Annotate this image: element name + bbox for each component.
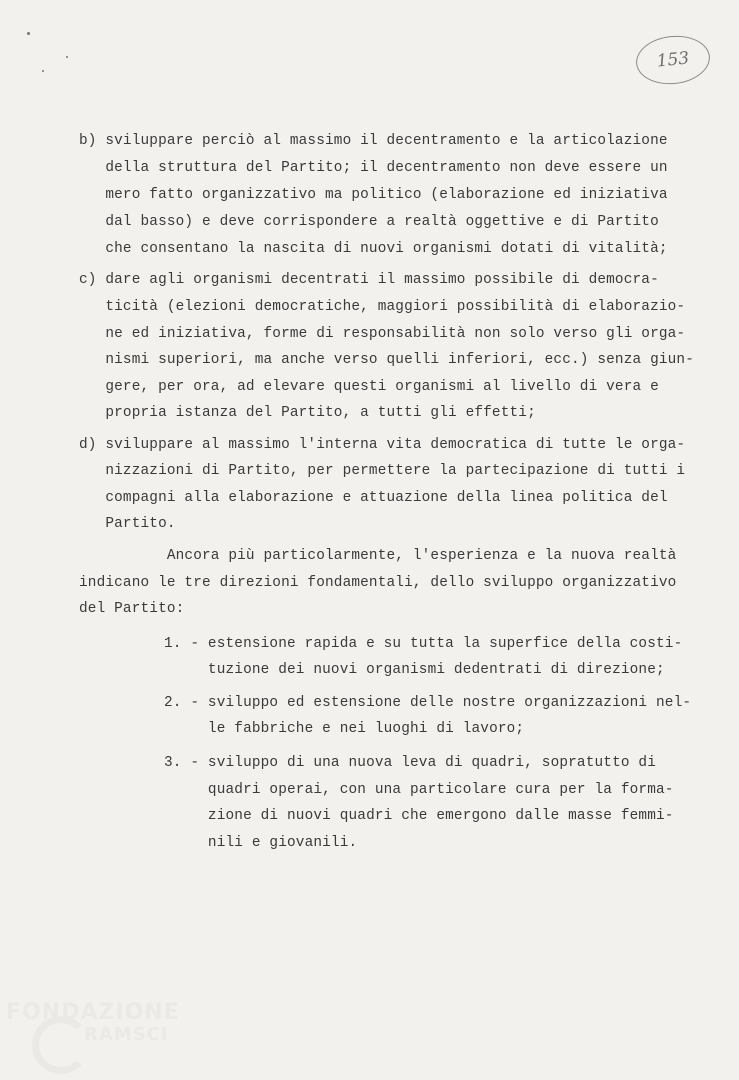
text-line: 3. - sviluppo di una nuova leva di quadri, sopratutto di <box>164 755 657 771</box>
text-line: nismi superiori, ma anche verso quelli inferiori, ecc.) senza giun- <box>79 352 695 368</box>
text-line: Ancora più particolarmente, l'esperienza e la nuova realtà <box>79 548 677 564</box>
text-line: c) dare agli organismi decentrati il massimo possibile di democra- <box>79 272 659 288</box>
text-line: ne ed iniziativa, forme di responsabilità non solo verso gli orga- <box>79 326 686 342</box>
text-line: mero fatto organizzativo ma politico (elaborazione ed iniziativa <box>79 187 668 203</box>
watermark-line-2: RAMSCI <box>84 1024 169 1045</box>
text-line: della struttura del Partito; il decentramento non deve essere un <box>79 160 668 176</box>
text-line: Partito. <box>79 516 176 532</box>
text-line: del Partito: <box>79 601 185 617</box>
text-line: gere, per ora, ad elevare questi organismi al livello di vera e <box>79 379 659 395</box>
ink-speck <box>42 70 44 72</box>
page-number-stamp <box>634 32 713 87</box>
archive-watermark <box>6 996 206 1066</box>
text-line: nili e giovanili. <box>164 835 358 851</box>
text-line: indicano le tre direzioni fondamentali, dello sviluppo organizzativo <box>79 575 677 591</box>
text-line: ticità (elezioni democratiche, maggiori possibilità di elaborazio- <box>79 299 686 315</box>
text-line: d) sviluppare al massimo l'interna vita democratica di tutte le orga- <box>79 437 686 453</box>
text-line: zione di nuovi quadri che emergono dalle masse femmi- <box>164 808 674 824</box>
text-line: quadri operai, con una particolare cura per la forma- <box>164 782 674 798</box>
text-line: 2. - sviluppo ed estensione delle nostre organizzazioni nel- <box>164 695 692 711</box>
text-line: che consentano la nascita di nuovi organismi dotati di vitalità; <box>79 241 668 257</box>
ink-speck <box>27 32 30 35</box>
text-line: dal basso) e deve corrispondere a realtà oggettive e di Partito <box>79 214 659 230</box>
page-number: 153 <box>655 48 691 72</box>
text-line: b) sviluppare perciò al massimo il decentramento e la articolazione <box>79 133 668 149</box>
text-line: le fabbriche e nei luoghi di lavoro; <box>164 721 525 737</box>
text-line: 1. - estensione rapida e su tutta la superfice della costi- <box>164 636 683 652</box>
text-line: tuzione dei nuovi organismi dedentrati di direzione; <box>164 662 665 678</box>
watermark-line-1: FONDAZIONE <box>6 1000 180 1025</box>
text-line: propria istanza del Partito, a tutti gli effetti; <box>79 405 536 421</box>
text-line: nizzazioni di Partito, per permettere la partecipazione di tutti i <box>79 463 686 479</box>
ink-speck <box>66 56 68 58</box>
text-line: compagni alla elaborazione e attuazione della linea politica del <box>79 490 668 506</box>
